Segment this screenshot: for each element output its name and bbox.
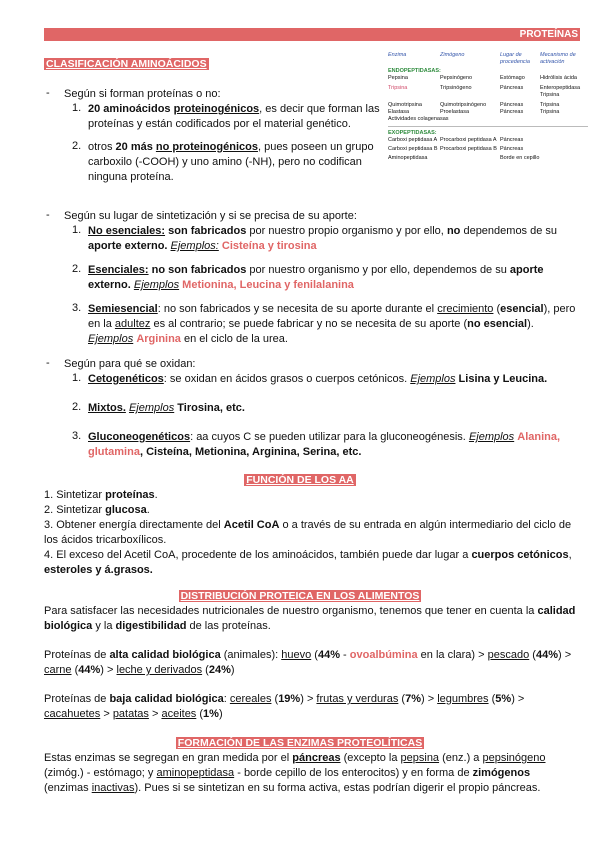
distribucion-alta: Proteínas de alta calidad biológica (animales): huevo (44% - ovoalbúmina en la clara) > pescado (44%) > carne (44%) > leche y derivados (24%) bbox=[44, 649, 572, 676]
list-item: Cetogenéticos: se oxidan en ácidos grasos o cuerpos cetónicos. Ejemplos Lisina y Leucina. bbox=[88, 373, 548, 385]
list-number: 2. bbox=[72, 263, 82, 275]
list-item: Mixtos. Ejemplos Tirosina, etc. bbox=[88, 402, 245, 414]
list-item: No esenciales: son fabricados por nuestro propio organismo y por ello, no dependemos de su aporte externo. Ejemplos: Cisteína y tirosina bbox=[88, 225, 558, 252]
table-header: Enzima Zimógeno Lugar de procedencia Mecanismo de activación bbox=[388, 52, 576, 65]
list-item: Esenciales: no son fabricados por nuestro organismo y por ello, dependemos de su aporte externo. Ejemplos Metionina, Leucina y fenilalanina bbox=[88, 264, 544, 291]
table-divider bbox=[388, 126, 588, 127]
distribucion-baja: Proteínas de baja calidad biológica: cereales (19%) > frutas y verduras (7%) > legumbres (5%) > cacahuetes > patatas > aceites (1%) bbox=[44, 693, 525, 720]
table-row: Aminopeptidasa Borde en cepillo bbox=[388, 155, 540, 161]
table-row: Elastasa Proelastasa Páncreas Tripsina bbox=[388, 109, 560, 115]
list-number: 1. bbox=[72, 372, 82, 384]
formacion-text: Estas enzimas se segregan en gran medida por el páncreas (excepto la pepsina (enz.) a pepsinógeno (zimóg.) - estómago; y aminopeptidasa - borde cepillo de los enterocitos) y en forma de zimógenos (enzimas inactivas). Pues si se sintetizan en su forma activa, estas podrían digerir el propio páncreas. bbox=[44, 752, 546, 794]
list-number: 2. bbox=[72, 401, 82, 413]
distribucion-intro: Para satisfacer las necesidades nutricionales de nuestro organismo, tenemos que tener en cuenta la calidad biológica y la digestibilidad de las proteínas. bbox=[44, 605, 576, 632]
table-row: Quimotripsina Quimotripsinógeno Páncreas Tripsina bbox=[388, 102, 560, 108]
list-number: 1. bbox=[72, 102, 82, 114]
section-title-clasificacion: CLASIFICACIÓN AMINOÁCIDOS bbox=[46, 58, 207, 70]
table-row: Carboxi peptidasa B Procarboxi peptidasa B Páncreas bbox=[388, 146, 524, 152]
list-item: Semiesencial: no son fabricados y se necesita de su aporte durante el crecimiento (esencial), pero en la adultez es al contrario; se puede fabricar y no se necesita de su aporte (no esencial). Ejemplos Arginina en el ciclo de la urea. bbox=[88, 303, 576, 345]
bullet-intro: Según si forman proteínas o no: bbox=[64, 88, 221, 100]
table-row: Pepsina Pepsinógeno Estómago Hidrólisis ácida bbox=[388, 75, 577, 81]
section-title-funcion: FUNCIÓN DE LOS AA bbox=[246, 474, 354, 486]
list-number: 3. bbox=[72, 430, 82, 442]
enzyme-table bbox=[388, 52, 588, 162]
table-group-endo: ENDOPEPTIDASAS: bbox=[388, 68, 441, 74]
list-item: otros 20 más no proteinogénicos, pues poseen un grupo carboxilo (-COOH) y uno amino (-NH), pero no codifican ninguna proteína. bbox=[88, 141, 374, 183]
section-title-distribucion: DISTRIBUCIÓN PROTEICA EN LOS ALIMENTOS bbox=[180, 590, 420, 602]
page-title: PROTEÍNAS bbox=[519, 29, 578, 40]
table-group-exo: EXOPEPTIDASAS: bbox=[388, 130, 437, 136]
list-item: Gluconeogenéticos: aa cuyos C se pueden utilizar para la gluconeogénesis. Ejemplos Alanina, glutamina, Cisteína, Metionina, Arginina, Serina, etc. bbox=[88, 431, 561, 458]
bullet-intro: Según para qué se oxidan: bbox=[64, 358, 196, 370]
list-number: 2. bbox=[72, 140, 82, 152]
section-title-formacion: FORMACIÓN DE LAS ENZIMAS PROTEOLÍTICAS bbox=[177, 737, 423, 749]
funcion-list: 1. Sintetizar proteínas. 2. Sintetizar glucosa. 3. Obtener energía directamente del Acetil CoA o a través de su entrada en algún intermediario del ciclo de los ácidos tricarboxílicos. 4. El exceso del Acetil CoA, procedente de los aminoácidos, también puede dar lugar a cuerpos cetónicos, esteroles y á.grasos. bbox=[44, 489, 572, 576]
page-header-bar bbox=[44, 28, 580, 41]
table-row: Tripsina Tripsinógeno Páncreas Enteropeptidasa Tripsina bbox=[388, 85, 581, 98]
table-row: Actividades colagenasas bbox=[388, 116, 449, 122]
list-number: 1. bbox=[72, 224, 82, 236]
list-item: 20 aminoácidos proteinogénicos, es decir que forman las proteínas y están codificados por el material genético. bbox=[88, 103, 380, 130]
bullet-dash: - bbox=[46, 357, 50, 369]
bullet-dash: - bbox=[46, 87, 50, 99]
list-number: 3. bbox=[72, 302, 82, 314]
bullet-intro: Según su lugar de sintetización y si se precisa de su aporte: bbox=[64, 210, 357, 222]
bullet-dash: - bbox=[46, 209, 50, 221]
table-row: Carboxi peptidasa A Procarboxi peptidasa A Páncreas bbox=[388, 137, 524, 143]
